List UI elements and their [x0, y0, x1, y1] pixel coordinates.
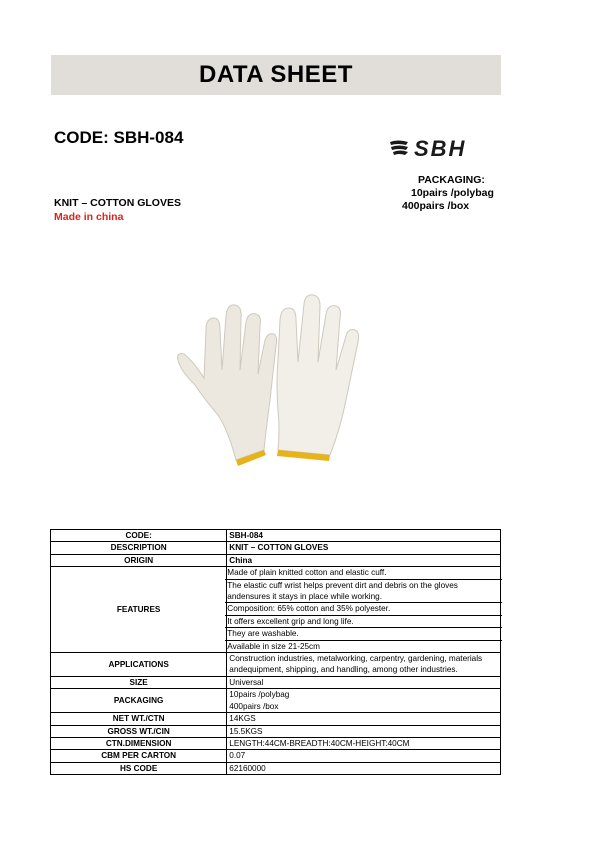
- table-row: [51, 737, 501, 749]
- carton-dimension-label: CTN.DIMENSION: [51, 737, 227, 749]
- table-row: [51, 676, 501, 688]
- page-title: DATA SHEET: [199, 61, 353, 88]
- table-row: [51, 762, 501, 774]
- packaging-value: [227, 689, 501, 713]
- packaging-value-line: 10pairs /polybag: [229, 690, 290, 700]
- logo-text: SBH: [414, 136, 467, 161]
- gloves-image: [170, 290, 370, 475]
- cbm-value: 0.07: [227, 750, 501, 762]
- packaging-title: PACKAGING:: [418, 174, 485, 186]
- spec-table: [50, 529, 501, 775]
- right-glove: [277, 295, 359, 455]
- table-row: [51, 713, 501, 725]
- table-row: [51, 530, 501, 542]
- gross-weight-label: GROSS WT./CIN: [51, 725, 227, 737]
- features-value: [227, 567, 501, 653]
- feature-item: The elastic cuff wrist helps prevent dirt and debris on the gloves andensures it stays in place while working.: [225, 579, 502, 603]
- size-value: Universal: [227, 676, 501, 688]
- packaging-summary: [402, 174, 522, 213]
- origin-value: China: [227, 554, 501, 566]
- origin-label: ORIGIN: [51, 554, 227, 566]
- hs-code-label: HS CODE: [51, 762, 227, 774]
- product-name: KNIT – COTTON GLOVES: [54, 197, 181, 209]
- packaging-value-line: 400pairs /box: [229, 701, 279, 711]
- table-row: [51, 653, 501, 677]
- title-bar: [51, 55, 501, 95]
- feature-item: Made of plain knitted cotton and elastic cuff.: [227, 568, 387, 578]
- carton-dimension-value: LENGTH:44CM-BREADTH:40CM-HEIGHT:40CM: [227, 737, 501, 749]
- feature-item: It offers excellent grip and long life.: [225, 615, 502, 627]
- code-label: CODE:: [51, 530, 227, 542]
- table-row: [51, 567, 501, 653]
- wing-icon: [390, 141, 408, 156]
- net-weight-value: 14KGS: [227, 713, 501, 725]
- applications-value: Construction industries, metalworking, carpentry, gardening, materials andequipment, shipping, and handling, among other industries.: [227, 653, 501, 677]
- features-label: FEATURES: [51, 567, 227, 653]
- applications-label: APPLICATIONS: [51, 653, 227, 677]
- description-label: DESCRIPTION: [51, 542, 227, 554]
- table-row: [51, 542, 501, 554]
- table-row: [51, 554, 501, 566]
- cbm-label: CBM PER CARTON: [51, 750, 227, 762]
- code-value: SBH-084: [227, 530, 501, 542]
- hs-code-value: 62160000: [227, 762, 501, 774]
- packaging-line-2: 400pairs /box: [402, 200, 470, 212]
- feature-item: They are washable.: [225, 627, 502, 639]
- table-row: [51, 750, 501, 762]
- packaging-line-1: 10pairs /polybag: [411, 187, 494, 199]
- description-value: KNIT – COTTON GLOVES: [227, 542, 501, 554]
- feature-item: Composition: 65% cotton and 35% polyester.: [225, 602, 502, 614]
- left-glove: [178, 305, 277, 460]
- sbh-logo: [388, 136, 496, 162]
- size-label: SIZE: [51, 676, 227, 688]
- product-code: CODE: SBH-084: [54, 128, 184, 147]
- made-in-label: Made in china: [54, 211, 124, 223]
- product-info: [54, 196, 181, 224]
- packaging-label: PACKAGING: [51, 689, 227, 713]
- gross-weight-value: 15.5KGS: [227, 725, 501, 737]
- net-weight-label: NET WT./CTN: [51, 713, 227, 725]
- table-row: [51, 725, 501, 737]
- feature-item: Available in size 21-25cm: [225, 640, 502, 652]
- table-row: [51, 689, 501, 713]
